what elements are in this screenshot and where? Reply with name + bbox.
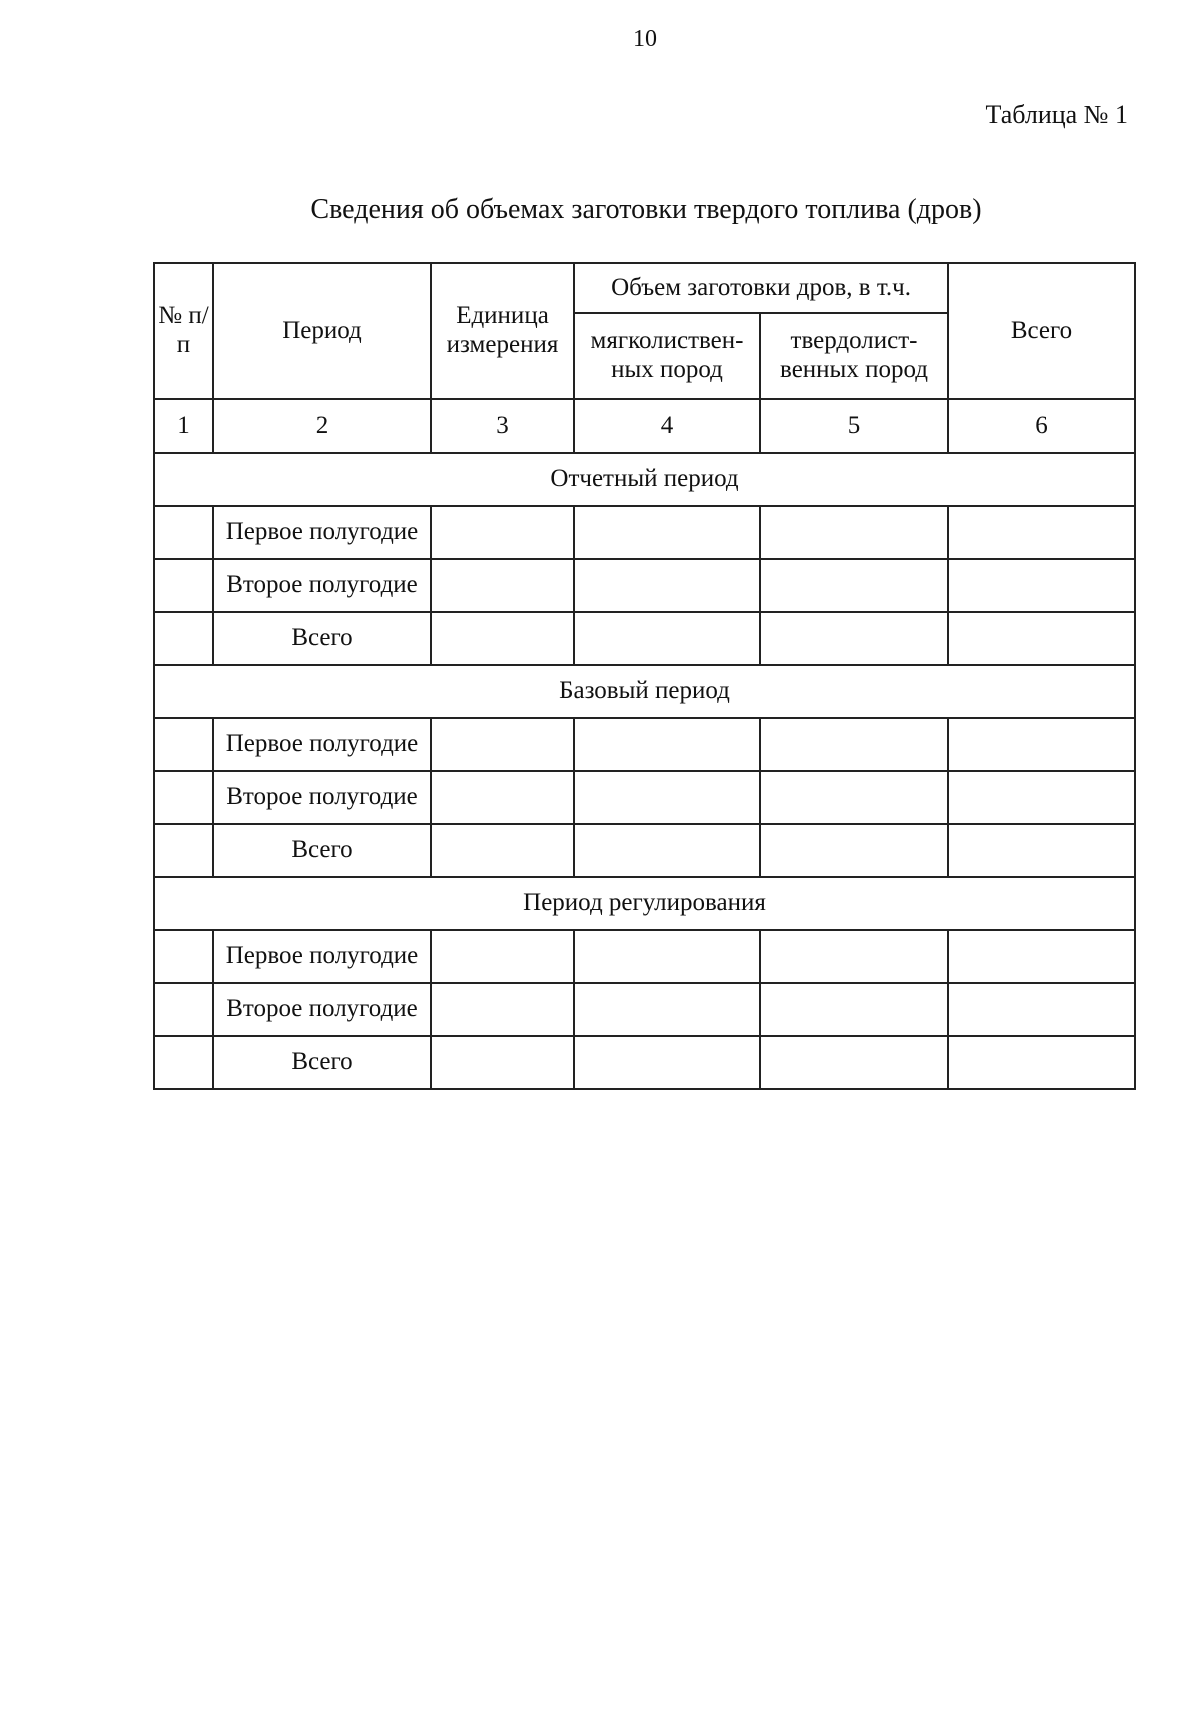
empty-cell [154, 771, 213, 824]
table-row [154, 930, 1135, 983]
column-number: 1 [154, 399, 213, 453]
empty-cell [154, 930, 213, 983]
empty-cell [154, 824, 213, 877]
section-title: Период регулирования [154, 877, 1135, 930]
column-number: 3 [431, 399, 574, 453]
period-cell: Первое полугодие [213, 930, 431, 983]
empty-cell [574, 718, 760, 771]
header-period: Период [213, 263, 431, 399]
column-number: 2 [213, 399, 431, 453]
header-volume-group: Объем заготовки дров, в т.ч. [574, 263, 948, 313]
page-number: 10 [633, 26, 657, 52]
empty-cell [948, 930, 1135, 983]
table-row [154, 824, 1135, 877]
empty-cell [431, 718, 574, 771]
column-number: 4 [574, 399, 760, 453]
empty-cell [760, 559, 948, 612]
table-row [154, 1036, 1135, 1089]
empty-cell [431, 983, 574, 1036]
empty-cell [760, 824, 948, 877]
empty-cell [948, 718, 1135, 771]
empty-cell [948, 559, 1135, 612]
empty-cell [154, 718, 213, 771]
empty-cell [574, 930, 760, 983]
period-cell: Второе полугодие [213, 559, 431, 612]
header-unit: Единица измерения [431, 263, 574, 399]
empty-cell [154, 1036, 213, 1089]
empty-cell [431, 506, 574, 559]
period-cell: Первое полугодие [213, 718, 431, 771]
empty-cell [760, 506, 948, 559]
period-cell: Всего [213, 612, 431, 665]
table-row [154, 612, 1135, 665]
empty-cell [574, 824, 760, 877]
column-number: 6 [948, 399, 1135, 453]
empty-cell [154, 612, 213, 665]
empty-cell [431, 930, 574, 983]
empty-cell [760, 930, 948, 983]
section-header-row [154, 877, 1135, 930]
section-header-row [154, 665, 1135, 718]
table-row [154, 506, 1135, 559]
empty-cell [948, 612, 1135, 665]
empty-cell [431, 771, 574, 824]
section-title: Отчетный период [154, 453, 1135, 506]
empty-cell [154, 506, 213, 559]
empty-cell [948, 824, 1135, 877]
document-title: Сведения об объемах заготовки твердого топлива (дров) [310, 194, 982, 225]
empty-cell [760, 718, 948, 771]
empty-cell [574, 1036, 760, 1089]
table-row [154, 559, 1135, 612]
header-total: Всего [948, 263, 1135, 399]
header-num: № п/п [154, 263, 213, 399]
header-soft-wood: мягколиствен-ных пород [574, 313, 760, 399]
empty-cell [574, 983, 760, 1036]
empty-cell [948, 506, 1135, 559]
empty-cell [431, 1036, 574, 1089]
empty-cell [574, 612, 760, 665]
section-title: Базовый период [154, 665, 1135, 718]
empty-cell [760, 983, 948, 1036]
period-cell: Второе полугодие [213, 983, 431, 1036]
empty-cell [154, 559, 213, 612]
period-cell: Второе полугодие [213, 771, 431, 824]
empty-cell [948, 983, 1135, 1036]
table-row [154, 983, 1135, 1036]
empty-cell [760, 612, 948, 665]
empty-cell [574, 506, 760, 559]
fuel-volume-table [153, 262, 1136, 1090]
empty-cell [431, 559, 574, 612]
empty-cell [431, 612, 574, 665]
empty-cell [948, 771, 1135, 824]
period-cell: Первое полугодие [213, 506, 431, 559]
empty-cell [431, 824, 574, 877]
column-numbers-row [154, 399, 1135, 453]
period-cell: Всего [213, 1036, 431, 1089]
empty-cell [948, 1036, 1135, 1089]
empty-cell [760, 771, 948, 824]
empty-cell [760, 1036, 948, 1089]
empty-cell [154, 983, 213, 1036]
column-number: 5 [760, 399, 948, 453]
table-label: Таблица № 1 [985, 100, 1128, 129]
table-row [154, 718, 1135, 771]
empty-cell [574, 771, 760, 824]
header-hard-wood: твердолист-венных пород [760, 313, 948, 399]
section-header-row [154, 453, 1135, 506]
empty-cell [574, 559, 760, 612]
table-row [154, 771, 1135, 824]
period-cell: Всего [213, 824, 431, 877]
